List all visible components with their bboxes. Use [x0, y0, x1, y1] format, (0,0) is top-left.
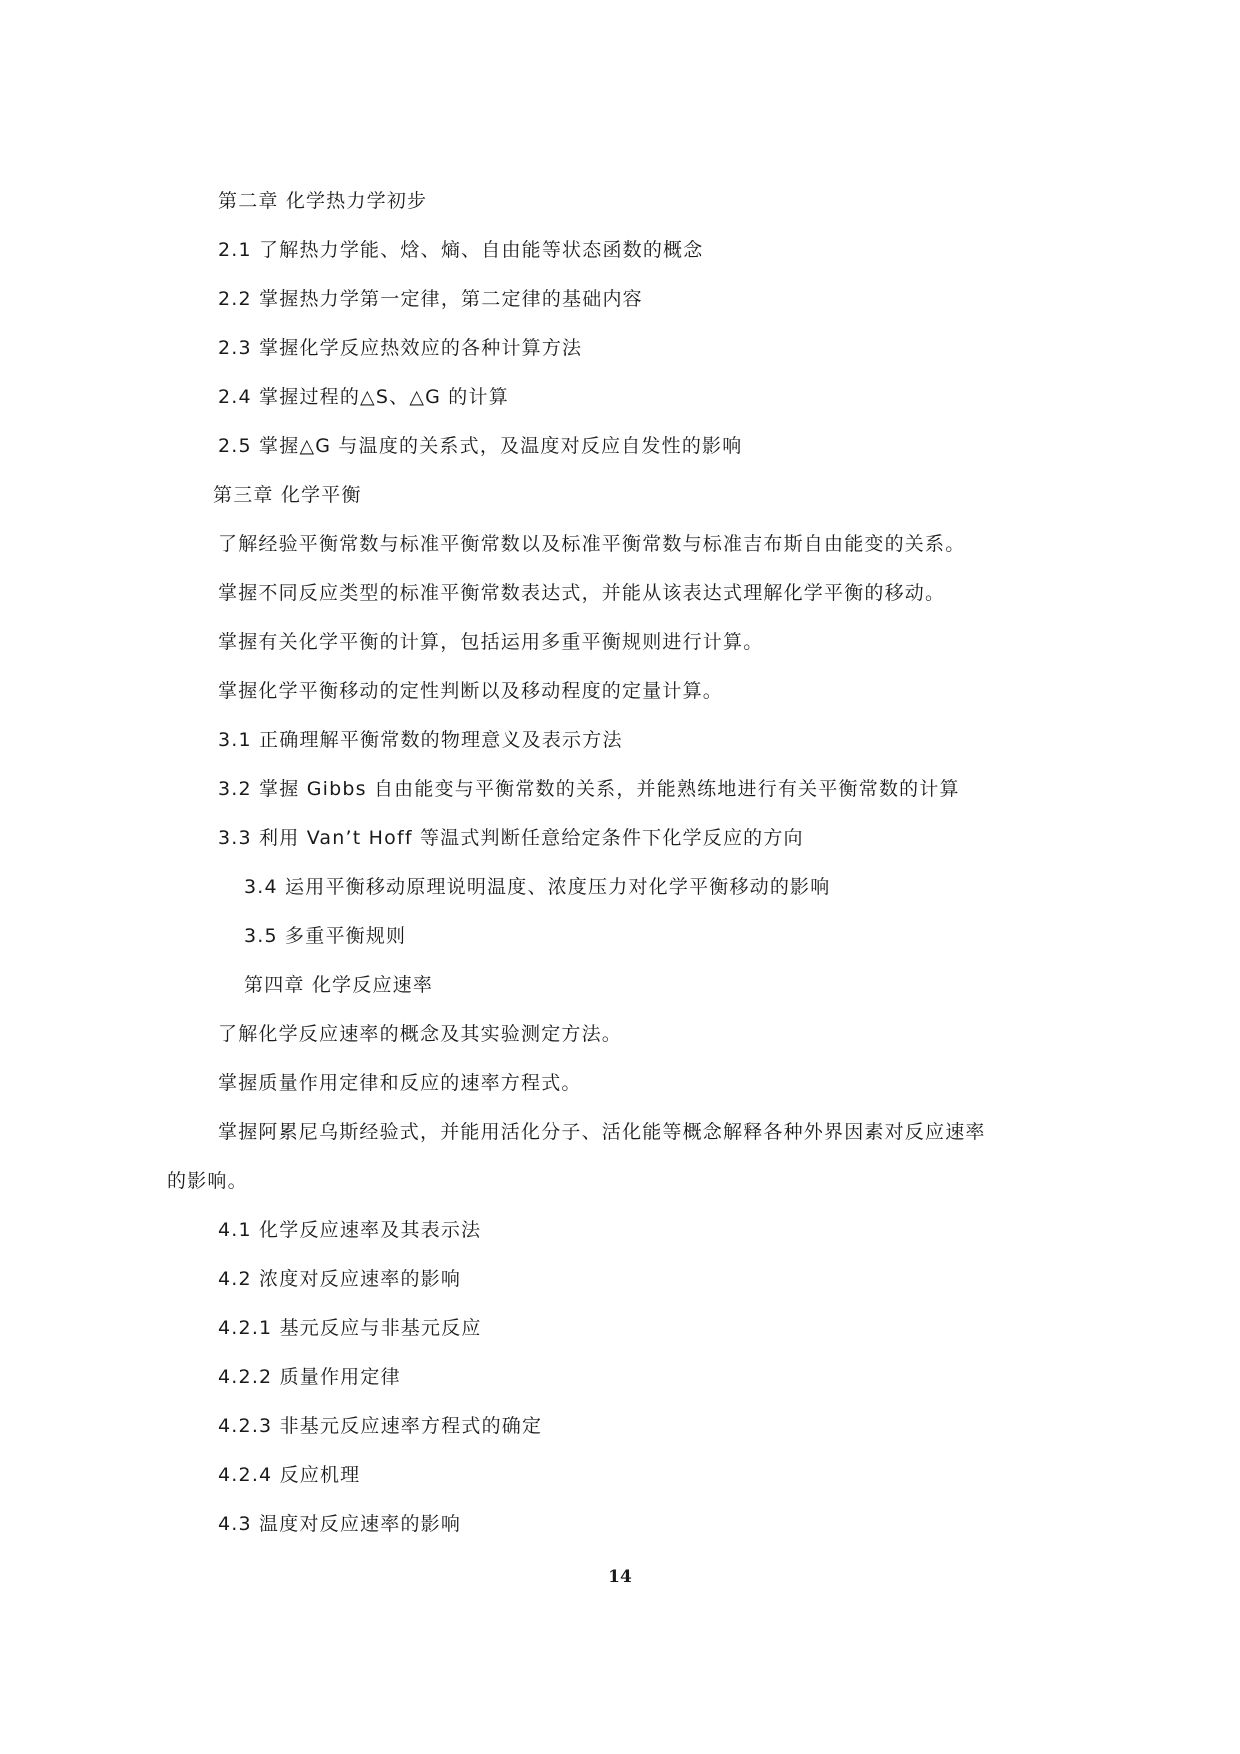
- section-4-2-1: 4.2.1 基元反应与非基元反应: [218, 1317, 482, 1339]
- chapter-3-heading: 第三章 化学平衡: [213, 484, 362, 506]
- section-4-3: 4.3 温度对反应速率的影响: [218, 1513, 462, 1535]
- section-4-2-4: 4.2.4 反应机理: [218, 1464, 361, 1486]
- section-2-3: 2.3 掌握化学反应热效应的各种计算方法: [218, 337, 583, 359]
- section-2-2: 2.2 掌握热力学第一定律，第二定律的基础内容: [218, 288, 643, 310]
- chapter-4-heading: 第四章 化学反应速率: [244, 974, 434, 996]
- section-4-1: 4.1 化学反应速率及其表示法: [218, 1219, 482, 1241]
- section-2-5: 2.5 掌握△G 与温度的关系式，及温度对反应自发性的影响: [218, 435, 743, 457]
- section-3-4: 3.4 运用平衡移动原理说明温度、浓度压力对化学平衡移动的影响: [244, 876, 831, 898]
- section-2-4: 2.4 掌握过程的△S、△G 的计算: [218, 386, 509, 408]
- chapter-2-heading: 第二章 化学热力学初步: [218, 190, 428, 212]
- chapter-4-goal-1: 了解化学反应速率的概念及其实验测定方法。: [218, 1023, 623, 1045]
- chapter-4-goal-3-continued: 的影响。: [167, 1170, 248, 1192]
- chapter-3-goal-3: 掌握有关化学平衡的计算，包括运用多重平衡规则进行计算。: [218, 631, 764, 653]
- section-3-2: 3.2 掌握 Gibbs 自由能变与平衡常数的关系，并能熟练地进行有关平衡常数的计算: [218, 778, 960, 800]
- section-4-2-2: 4.2.2 质量作用定律: [218, 1366, 401, 1388]
- chapter-3-goal-2: 掌握不同反应类型的标准平衡常数表达式，并能从该表达式理解化学平衡的移动。: [218, 582, 946, 604]
- section-3-3: 3.3 利用 Van’t Hoff 等温式判断任意给定条件下化学反应的方向: [218, 827, 804, 849]
- section-3-1: 3.1 正确理解平衡常数的物理意义及表示方法: [218, 729, 623, 751]
- section-4-2: 4.2 浓度对反应速率的影响: [218, 1268, 462, 1290]
- section-2-1: 2.1 了解热力学能、焓、熵、自由能等状态函数的概念: [218, 239, 704, 261]
- chapter-3-goal-1: 了解经验平衡常数与标准平衡常数以及标准平衡常数与标准吉布斯自由能变的关系。: [218, 533, 966, 555]
- section-4-2-3: 4.2.3 非基元反应速率方程式的确定: [218, 1415, 543, 1437]
- page-number: 14: [608, 1567, 632, 1587]
- chapter-4-goal-2: 掌握质量作用定律和反应的速率方程式。: [218, 1072, 582, 1094]
- chapter-4-goal-3: 掌握阿累尼乌斯经验式，并能用活化分子、活化能等概念解释各种外界因素对反应速率: [218, 1121, 986, 1143]
- chapter-3-goal-4: 掌握化学平衡移动的定性判断以及移动程度的定量计算。: [218, 680, 724, 702]
- section-3-5: 3.5 多重平衡规则: [244, 925, 407, 947]
